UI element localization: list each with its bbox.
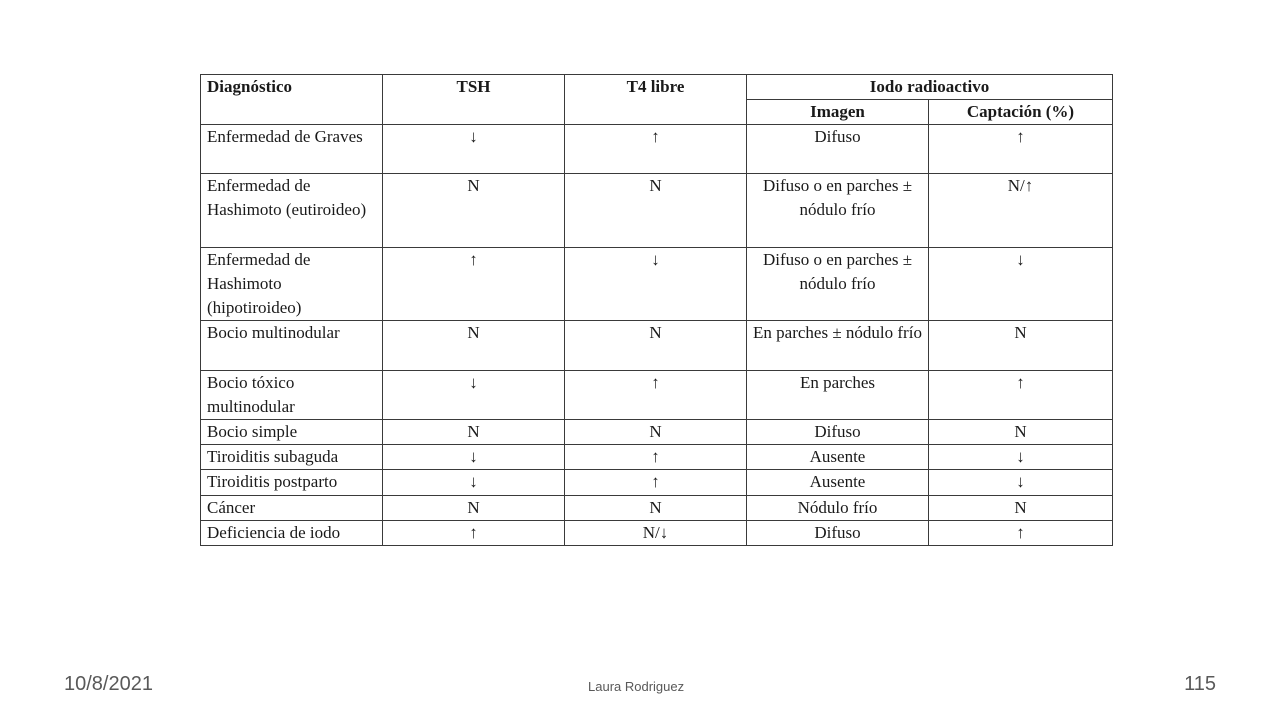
header-tsh: TSH [383, 75, 565, 125]
cell-tsh: ↓ [383, 370, 565, 419]
cell-captacion: ↓ [929, 247, 1113, 321]
cell-captacion: ↓ [929, 470, 1113, 495]
footer-date: 10/8/2021 [64, 673, 153, 695]
cell-t4: N [565, 174, 747, 248]
cell-t4: N [565, 321, 747, 370]
cell-diagnostico: Cáncer [201, 495, 383, 520]
cell-imagen: Difuso [747, 420, 929, 445]
table-row [201, 495, 1113, 520]
cell-captacion: ↓ [929, 445, 1113, 470]
header-iodo-radioactivo: Iodo radioactivo [747, 75, 1113, 100]
cell-imagen: En parches [747, 370, 929, 419]
cell-captacion: N/↑ [929, 174, 1113, 248]
cell-captacion: ↑ [929, 520, 1113, 545]
header-t4-libre: T4 libre [565, 75, 747, 125]
cell-t4: ↑ [565, 125, 747, 174]
cell-captacion: ↑ [929, 370, 1113, 419]
cell-diagnostico: Bocio tóxico multinodular [201, 370, 383, 419]
cell-diagnostico: Tiroiditis postparto [201, 470, 383, 495]
cell-captacion: ↑ [929, 125, 1113, 174]
table-row [201, 445, 1113, 470]
header-diagnostico: Diagnóstico [201, 75, 383, 125]
cell-t4: ↓ [565, 247, 747, 321]
cell-imagen: Ausente [747, 470, 929, 495]
cell-imagen: Difuso [747, 125, 929, 174]
table-row [201, 125, 1113, 174]
cell-tsh: ↓ [383, 470, 565, 495]
cell-imagen: Difuso [747, 520, 929, 545]
thyroid-diagnosis-table [200, 74, 1113, 546]
cell-tsh: ↓ [383, 445, 565, 470]
cell-t4: N [565, 495, 747, 520]
cell-tsh: N [383, 420, 565, 445]
slide-number: 115 [1184, 673, 1216, 695]
table-row [201, 470, 1113, 495]
cell-diagnostico: Enfermedad de Hashimoto (eutiroideo) [201, 174, 383, 248]
cell-imagen: Ausente [747, 445, 929, 470]
cell-tsh: N [383, 174, 565, 248]
cell-t4: N/↓ [565, 520, 747, 545]
cell-diagnostico: Tiroiditis subaguda [201, 445, 383, 470]
header-imagen: Imagen [747, 100, 929, 125]
cell-captacion: N [929, 321, 1113, 370]
cell-imagen: Difuso o en parches ± nódulo frío [747, 174, 929, 248]
cell-t4: ↑ [565, 370, 747, 419]
header-captacion: Captación (%) [929, 100, 1113, 125]
cell-tsh: ↑ [383, 247, 565, 321]
cell-t4: ↑ [565, 445, 747, 470]
table-row [201, 247, 1113, 321]
cell-captacion: N [929, 495, 1113, 520]
cell-diagnostico: Bocio multinodular [201, 321, 383, 370]
cell-tsh: N [383, 495, 565, 520]
cell-tsh: N [383, 321, 565, 370]
cell-diagnostico: Bocio simple [201, 420, 383, 445]
table-row [201, 420, 1113, 445]
footer-author: Laura Rodriguez [588, 679, 685, 694]
table-row [201, 321, 1113, 370]
cell-tsh: ↑ [383, 520, 565, 545]
cell-diagnostico: Enfermedad de Hashimoto (hipotiroideo) [201, 247, 383, 321]
cell-diagnostico: Enfermedad de Graves [201, 125, 383, 174]
cell-t4: N [565, 420, 747, 445]
table-row [201, 520, 1113, 545]
cell-diagnostico: Deficiencia de iodo [201, 520, 383, 545]
cell-captacion: N [929, 420, 1113, 445]
table-row [201, 174, 1113, 248]
cell-imagen: En parches ± nódulo frío [747, 321, 929, 370]
cell-imagen: Nódulo frío [747, 495, 929, 520]
cell-t4: ↑ [565, 470, 747, 495]
cell-imagen: Difuso o en parches ± nódulo frío [747, 247, 929, 321]
table-row [201, 370, 1113, 419]
cell-tsh: ↓ [383, 125, 565, 174]
